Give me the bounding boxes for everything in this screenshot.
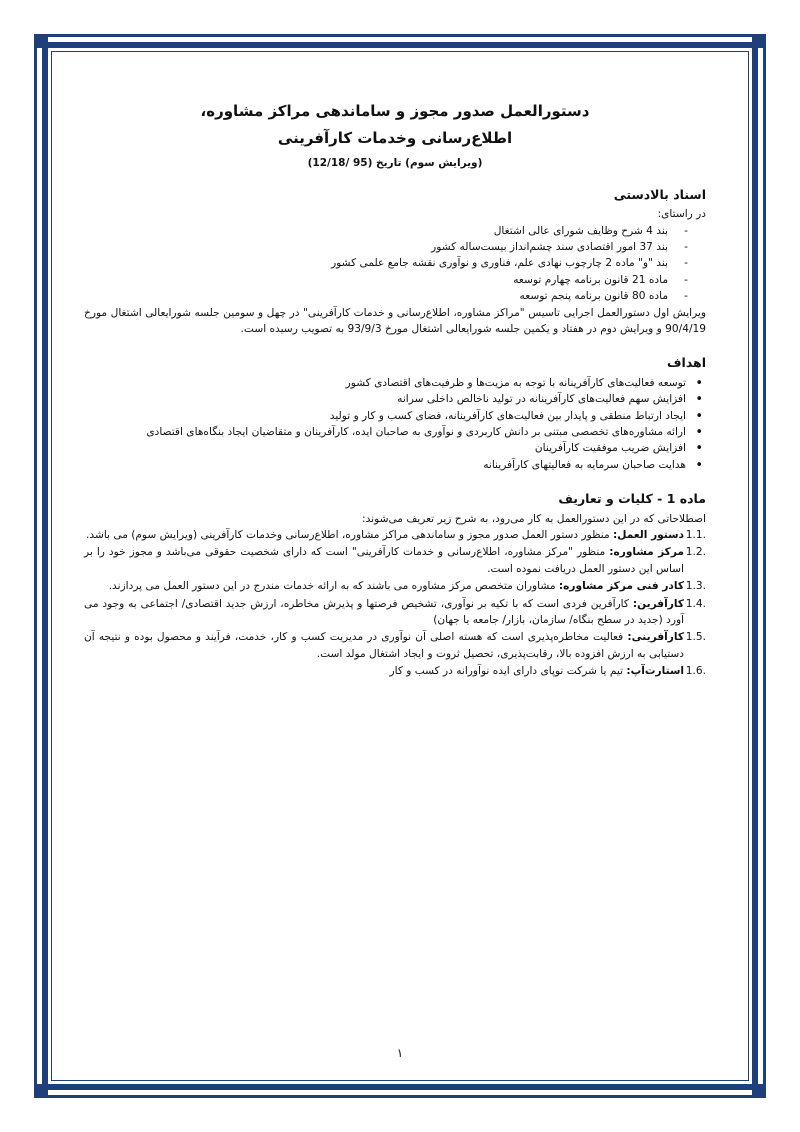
references-history-paragraph: ویرایش اول دستورالعمل اجرایی تاسیس "مراکز مشاوره، اطلاع‌رسانی و خدمات کارآفرینی" در چهل و سومین جلسه شورایعالی اشتغال مورخ 90/4/19 و ویرایش دوم در هفتاد و یکمین جلسه شورایعالی اشتغال مورخ 93/9/3 به تصویب رسیده است. — [84, 306, 706, 335]
border-corner — [752, 34, 766, 48]
definition-number: 1.1. — [685, 528, 706, 541]
article1-heading: ماده 1 - کلیات و تعاریف — [558, 491, 706, 507]
list-item: - بند 37 امور اقتصادی سند چشم‌انداز بیست‌ساله کشور — [84, 239, 706, 255]
border-corner — [752, 1084, 766, 1098]
definition-number: 1.4. — [685, 597, 706, 610]
list-item: - بند "و" ماده 2 چارچوب نهادی علم، فناوری و نوآوری نقشه جامع علمی کشور — [84, 255, 706, 271]
goals-heading: اهداف — [667, 355, 706, 371]
document-title-block — [84, 100, 706, 171]
definition-text: تیم یا شرکت نوپای دارای ایده نوآورانه در کسب و کار — [389, 665, 627, 678]
references-heading: اسناد بالادستی — [613, 186, 706, 202]
definition-item — [84, 527, 706, 543]
definition-text: منظور "مرکز مشاوره، اطلاع‌رسانی و خدمات کارآفرینی" است که دارای شخصیت حقوقی می‌باشد و مجوز خود را بر اساس این دستور العمل دریافت نموده است. — [84, 546, 684, 575]
definition-item — [84, 596, 706, 629]
definition-item — [84, 663, 706, 679]
definition-text: مشاوران متخصص مرکز مشاوره می باشند که به ارائه خدمات مندرج در این دستور العمل می پردازند. — [108, 580, 559, 593]
list-item: • ایجاد ارتباط منطقی و پایدار بین فعالیت‌های کارآفرینانه، فضای کسب و کار و تولید — [84, 408, 706, 424]
definition-term: مرکز مشاوره: — [609, 546, 684, 559]
goals-section — [84, 353, 706, 473]
definition-number: 1.5. — [685, 631, 706, 644]
references-list — [84, 223, 706, 305]
document-title-line1: دستورالعمل صدور مجوز و ساماندهی مراکز مشاوره، — [200, 102, 590, 120]
definition-term: کارآفرینی: — [627, 631, 684, 644]
definition-term: استارت‌آپ: — [626, 665, 684, 678]
definition-text: فعالیت مخاطره‌پذیری است که هسته اصلی آن نوآوری در مدیریت کسب و کار، خدمت، فرآیند و محصول بوده و نتیجه آن دستیابی به ارزش افزوده بالا، رقابت‌پذیری، تحصیل ثروت و ایجاد اشتغال مولد است. — [84, 631, 684, 660]
document-edition: (ویرایش سوم) تاریخ (95 /12/18) — [307, 156, 483, 169]
page-number: ۱ — [396, 1046, 404, 1060]
definition-term: کارآفرین: — [632, 597, 684, 610]
references-section — [84, 185, 706, 338]
definition-text: منظور دستور العمل صدور مجوز و ساماندهی مراکز مشاوره، اطلاع‌رسانی وخدمات کارآفرینی (ویرایش سوم) می باشد. — [86, 528, 613, 541]
list-item: • افزایش ضریب موفقیت کارآفرینان — [84, 440, 706, 456]
list-item: • افزایش سهم فعالیت‌های کارآفرینانه در تولید ناخالص داخلی سرانه — [84, 391, 706, 407]
definition-item — [84, 629, 706, 662]
border-corner — [34, 1084, 48, 1098]
definition-number: 1.6. — [685, 665, 706, 678]
goals-list — [84, 375, 706, 473]
list-item: • ارائه مشاوره‌های تخصصی مبتنی بر دانش کاربردی و نوآوری به صاحبان ایده، کارآفرینان و متقاضیان ایجاد بنگاه‌های اقتصادی — [84, 424, 706, 440]
definitions-list — [84, 527, 706, 680]
list-item: • توسعه فعالیت‌های کارآفرینانه با توجه به مزیت‌ها و ظرفیت‌های اقتصادی کشور — [84, 375, 706, 391]
document-title-line2: اطلاع‌رسانی وخدمات کارآفرینی — [277, 129, 513, 148]
definition-item — [84, 578, 706, 594]
list-item: - ماده 21 قانون برنامه چهارم توسعه — [84, 272, 706, 288]
references-intro: در راستای: — [657, 208, 706, 221]
definition-term: کادر فنی مرکز مشاوره: — [558, 580, 684, 593]
list-item: • هدایت صاحبان سرمایه به فعالیتهای کارآفرینانه — [84, 457, 706, 473]
list-item: - ماده 80 قانون برنامه پنجم توسعه — [84, 288, 706, 304]
definition-number: 1.3. — [685, 580, 706, 593]
definition-text: کارآفرین فردی است که با تکیه بر نوآوری، تشخیص فرصتها و پذیرش مخاطره، ارزش جدید اقتصادی/ اجتماعی به وجود می آورد (جدید در سطح بنگاه/ سازمان، بازار/ جامعه یا جهان) — [84, 597, 684, 627]
list-item: - بند 4 شرح وظایف شورای عالی اشتغال — [84, 223, 706, 239]
definition-item — [84, 544, 706, 577]
definition-number: 1.2. — [685, 546, 706, 559]
border-corner — [34, 34, 48, 48]
definition-term: دستور العمل: — [613, 528, 684, 541]
document-body — [84, 100, 706, 681]
article1-section — [84, 489, 706, 679]
article1-intro: اصطلاحاتی که در این دستورالعمل به کار می‌رود، به شرح زیر تعریف می‌شوند: — [362, 512, 706, 525]
